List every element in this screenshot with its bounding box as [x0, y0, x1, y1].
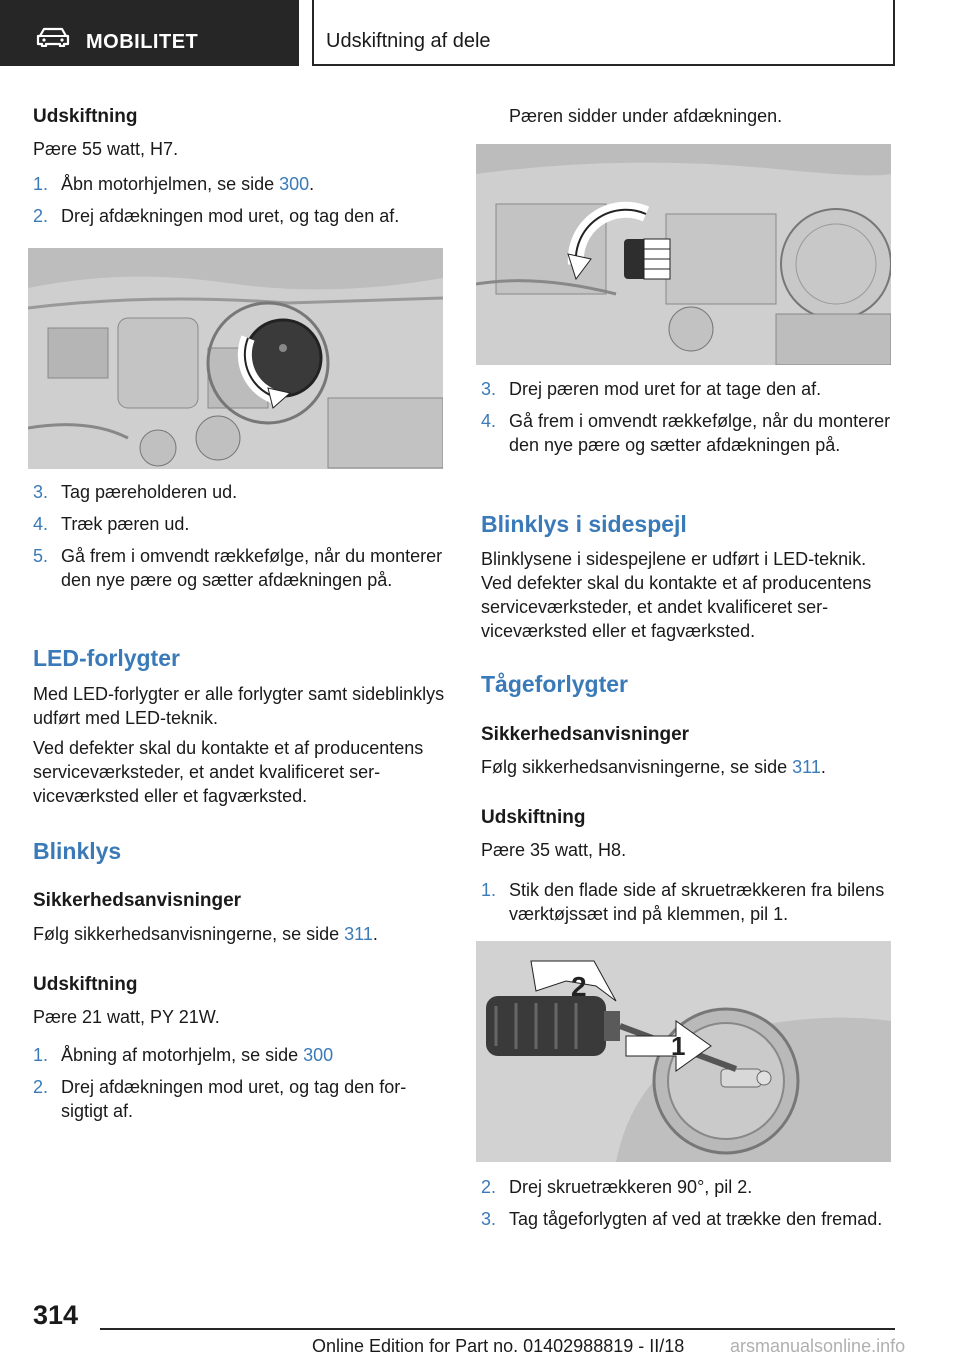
- steps-list: [481, 878, 891, 926]
- heading-blinklys: Blinklys: [33, 838, 122, 864]
- list-item: 3. Tag tågeforlygten af ved at trække den fremad.: [481, 1209, 883, 1229]
- paragraph-bulb-spec: Pære 35 watt, H8.: [481, 840, 627, 860]
- footer-divider: [100, 1328, 895, 1330]
- paragraph-bulb-location: Pæren sidder under afdækningen.: [509, 106, 783, 126]
- section-tab: [0, 0, 299, 66]
- watermark: arsmanualsonline.info: [730, 1336, 906, 1356]
- heading-taageforlygter: Tågeforlygter: [481, 671, 628, 697]
- chapter-title-box: [312, 0, 895, 66]
- list-item: 3. Tag pæreholderen ud.: [33, 482, 238, 502]
- list-item: 3. Drej pæren mod uret for at tage den af.: [481, 379, 822, 399]
- heading-udskiftning: Udskiftning: [481, 807, 586, 828]
- steps-list: [481, 1175, 891, 1231]
- list-item: 4. Træk pæren ud.: [33, 514, 190, 534]
- section-label: MOBILITET: [86, 31, 199, 53]
- heading-sikkerhed: Sikkerhedsanvisninger: [481, 724, 690, 745]
- list-item: 2. Drej skruetrækkeren 90°, pil 2.: [481, 1177, 753, 1197]
- paragraph-sikkerhed: Følg sikkerhedsanvisningerne, se side 311.: [33, 924, 378, 944]
- list-item: 4. Gå frem i omvendt rækkefølge, når du monterer den nye pære og sætter afdækningen på.: [481, 411, 891, 455]
- car-icon: [36, 27, 70, 47]
- page-link[interactable]: 300: [303, 1045, 334, 1065]
- steps-list: [33, 480, 443, 592]
- paragraph-sidespejl: Blinklysene i sidespejlene er udført i LED-teknik. Ved defekter skal du kontakte et af producentens serviceværksteder, et andet kvalificeret serviceværksted eller et fagværksted.: [481, 549, 872, 641]
- steps-list: [33, 1043, 443, 1123]
- page-link[interactable]: 311: [792, 757, 821, 777]
- paragraph-sikkerhed: Følg sikkerhedsanvisningerne, se side 311.: [481, 757, 826, 777]
- steps-list: [481, 377, 891, 457]
- heading-udskiftning: Udskiftning: [33, 106, 138, 127]
- list-item: 1. Stik den flade side af skruetrækkeren fra bilens værktøjssæt ind på klemmen, pil 1.: [481, 880, 885, 924]
- list-item: 2. Drej afdækningen mod uret, og tag den af.: [33, 206, 400, 226]
- steps-list: [33, 172, 443, 228]
- paragraph-bulb-spec: Pære 55 watt, H7.: [33, 139, 179, 159]
- list-item: 5. Gå frem i omvendt rækkefølge, når du monterer den nye pære og sætter afdækningen på.: [33, 546, 443, 590]
- page-link[interactable]: 300: [279, 174, 310, 194]
- arrow-label-1: 1: [671, 1031, 686, 1061]
- heading-sikkerhed: Sikkerhedsanvisninger: [33, 890, 242, 911]
- paragraph-bulb-spec: Pære 21 watt, PY 21W.: [33, 1007, 220, 1027]
- heading-led-forlygter: LED-forlygter: [33, 645, 180, 671]
- paragraph-led: Med LED-forlygter er alle forlygter samt sideblinklys udført med LED-teknik.: [33, 684, 445, 728]
- page-number: 314: [33, 1300, 79, 1330]
- figure-bulb-rotate: [476, 144, 891, 365]
- paragraph-defekter: Ved defekter skal du kontakte et af producentens serviceværksteder, et andet kvalificeret serviceværksted eller et fagværksted.: [33, 738, 424, 806]
- figure-foglight-screwdriver: [476, 941, 891, 1162]
- list-item: 1. Åbning af motorhjelm, se side 300: [33, 1045, 334, 1065]
- list-item: 2. Drej afdækningen mod uret, og tag den forsigtigt af.: [33, 1077, 407, 1121]
- figure-headlight-cover: [28, 248, 443, 469]
- edition-text: Online Edition for Part no. 01402988819 - II/18: [312, 1336, 685, 1356]
- page-link[interactable]: 311: [344, 924, 373, 944]
- arrow-label-2: 2: [571, 971, 587, 1002]
- heading-udskiftning: Udskiftning: [33, 974, 138, 995]
- list-item: 1. Åbn motorhjelmen, se side 300.: [33, 174, 315, 194]
- chapter-title: Udskiftning af dele: [326, 30, 491, 52]
- heading-blinklys-sidespejl: Blinklys i sidespejl: [481, 511, 687, 537]
